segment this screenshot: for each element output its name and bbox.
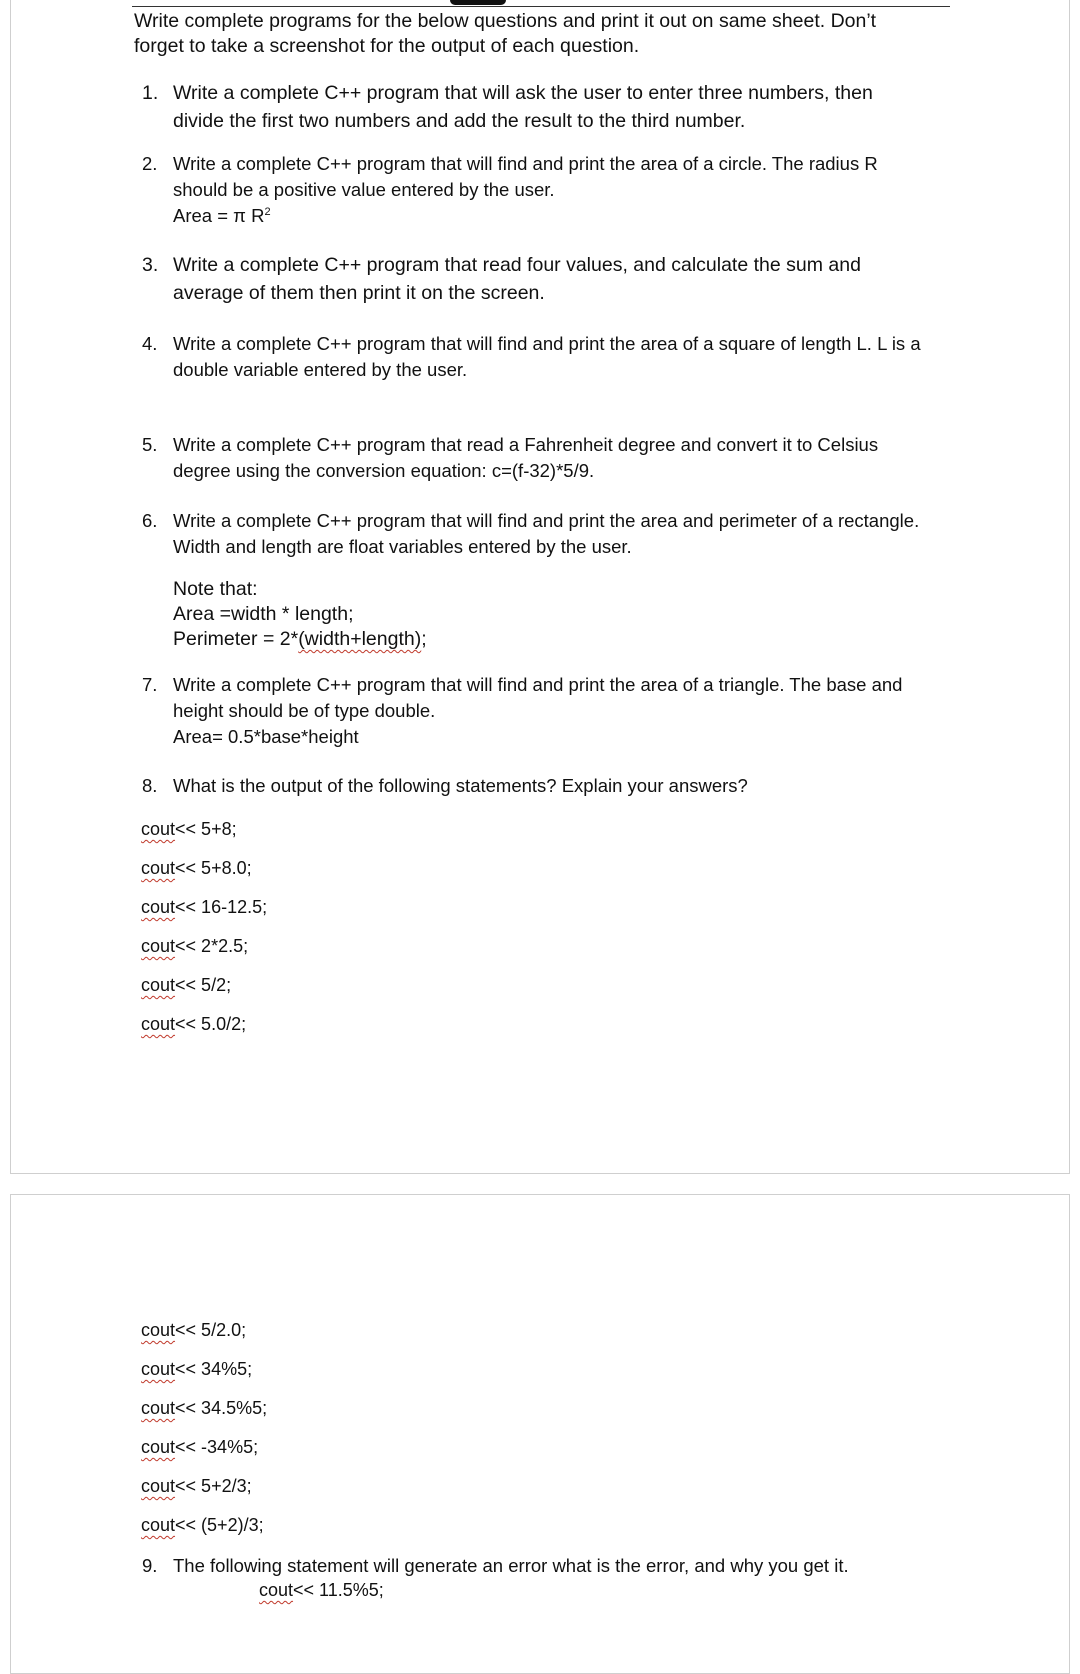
code-statement: [141, 896, 267, 918]
cout-keyword: cout: [141, 936, 176, 956]
cout-keyword: cout: [141, 1320, 176, 1340]
code-statement: [141, 1436, 258, 1458]
cout-keyword: cout: [141, 858, 176, 878]
code-expression: << 5+8.0;: [175, 858, 252, 878]
code-statement: [141, 1397, 267, 1419]
question-number: 6.: [142, 510, 158, 531]
code-expression: << 5+2/3;: [175, 1476, 252, 1496]
question-text: height should be of type double.: [173, 700, 436, 721]
question-number: 7.: [142, 674, 158, 695]
cout-keyword: cout: [141, 1398, 176, 1418]
question-number: 3.: [142, 254, 159, 276]
question-number: 5.: [142, 434, 158, 455]
code-statement: [141, 1475, 252, 1497]
code-statement: [141, 974, 231, 996]
code-expression: << (5+2)/3;: [175, 1515, 264, 1535]
cout-keyword: cout: [141, 1437, 176, 1457]
code-expression: << 5.0/2;: [175, 1014, 247, 1034]
question-text: Write a complete C++ program that will find and print the area of a triangle. The base and: [173, 674, 903, 695]
question-text: Write a complete C++ program that will ask the user to enter three numbers, then: [173, 82, 873, 104]
question-text: Write a complete C++ program that will find and print the area of a circle. The radius R: [173, 153, 878, 174]
instructions-line-1: Write complete programs for the below questions and print it out on same sheet. Don’t: [134, 10, 877, 32]
cropped-heading-fragment: [450, 0, 506, 5]
question-text: should be a positive value entered by the user.: [173, 179, 555, 200]
formula-circle-area: [173, 203, 973, 229]
question-text: What is the output of the following statements? Explain your answers?: [173, 775, 748, 796]
cout-keyword: cout: [141, 975, 176, 995]
code-expression: << 34.5%5;: [175, 1398, 268, 1418]
question-text: Write a complete C++ program that will find and print the area of a square of length L. L is a: [173, 333, 921, 354]
formula-exponent: 2: [264, 206, 271, 218]
question-text: Write a complete C++ program that will find and print the area and perimeter of a rectangle.: [173, 510, 920, 531]
note-area-formula: Area =width * length;: [173, 603, 354, 625]
question-number: 9.: [142, 1555, 158, 1576]
code-statement: [141, 818, 237, 840]
instructions: [134, 9, 954, 59]
code-statement: [141, 1319, 246, 1341]
code-expression: << 2*2.5;: [175, 936, 249, 956]
formula-triangle-area: Area= 0.5*base*height: [173, 726, 359, 747]
code-statement-q9: [259, 1579, 384, 1601]
code-statement: [141, 1358, 252, 1380]
cout-keyword: cout: [259, 1580, 294, 1600]
note-title: Note that:: [173, 578, 258, 600]
code-statement: [141, 857, 252, 879]
code-expression: << 34%5;: [175, 1359, 253, 1379]
header-rule: [132, 6, 950, 7]
question-text: Write a complete C++ program that read a Fahrenheit degree and convert it to Celsius: [173, 434, 879, 455]
question-text: degree using the conversion equation: c=(f-32)*5/9.: [173, 460, 595, 481]
document-page-2: [10, 1194, 1070, 1674]
cout-keyword: cout: [141, 897, 176, 917]
question-number: 1.: [142, 82, 159, 104]
cout-keyword: cout: [141, 1359, 176, 1379]
question-text: double variable entered by the user.: [173, 359, 468, 380]
code-expression: << 11.5%5;: [293, 1580, 384, 1600]
question-number: 4.: [142, 333, 158, 354]
cout-keyword: cout: [141, 1515, 176, 1535]
formula-text: ;: [421, 628, 427, 650]
code-expression: << 5/2;: [175, 975, 232, 995]
code-expression: << -34%5;: [175, 1437, 259, 1457]
question-number: 2.: [142, 153, 158, 174]
cout-keyword: cout: [141, 1476, 176, 1496]
formula-text: Perimeter = 2*: [173, 628, 299, 650]
instructions-line-2: forget to take a screenshot for the output of each question.: [134, 35, 640, 57]
formula-text: Area = π R: [173, 205, 265, 226]
code-statement: [141, 1514, 264, 1536]
code-expression: << 5/2.0;: [175, 1320, 247, 1340]
cout-keyword: cout: [141, 1014, 176, 1034]
code-statement: [141, 935, 248, 957]
question-number: 8.: [142, 775, 158, 796]
formula-text: (width+length): [298, 628, 422, 650]
question-text: divide the first two numbers and add the result to the third number.: [173, 110, 746, 132]
question-text: The following statement will generate an error what is the error, and why you get it.: [173, 1555, 849, 1576]
question-text: Width and length are float variables entered by the user.: [173, 536, 632, 557]
note-perimeter-formula: [173, 627, 973, 652]
code-expression: << 5+8;: [175, 819, 237, 839]
question-text: average of them then print it on the screen.: [173, 282, 545, 304]
question-text: Write a complete C++ program that read four values, and calculate the sum and: [173, 254, 861, 276]
code-statement: [141, 1013, 246, 1035]
code-expression: << 16-12.5;: [175, 897, 268, 917]
cout-keyword: cout: [141, 819, 176, 839]
